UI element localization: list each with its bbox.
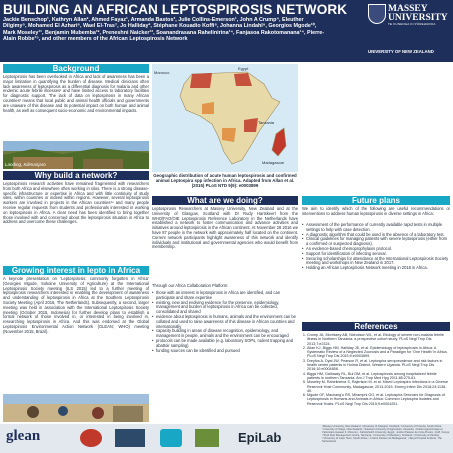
partner-logo	[80, 429, 102, 447]
what-subheading: Through our Africa Collaboration Platform:	[152, 283, 229, 288]
affiliations-footnote: ¹Massey University, New Zealand; ²University of Glasgow, Scotland; ³University of Pretoria, South Africa; ⁴University of Otago, New Zealand; ⁵Sokoine University of Agriculture, Tanzania; ⁶Institut Agronomique et Vétérinaire Hassan II, Morocco; ⁷Kafrelsheikh University, Egypt; ⁸Institut Pasteur de Côte d'Ivoire; ⁹ILRI, Kenya; ¹⁰SUA Pest Management Centre, Tanzania; ¹¹University of Aberdeen, Scotland; ¹²University of Zambia; ¹³University of Cape Town, South Africa; ¹⁴Institut Pasteur de Madagascar; ¹⁵Royal Tropical Institute, The Netherlands	[322, 425, 450, 443]
glean-logo: glean	[6, 428, 41, 444]
map-label-tanzania: Tanzania	[258, 120, 275, 125]
list-item: • Holding an African Leptospirosis Network meeting in 2018 in Africa.	[302, 266, 450, 271]
crest-icon	[368, 4, 386, 24]
what-bullets	[152, 291, 298, 353]
references-heading: References	[302, 322, 450, 331]
landscape-photo	[3, 141, 149, 169]
list-item: • protocols can be made available (e.g. laboratory SOPs, rodent trapping and abattoir sampling)	[152, 339, 298, 349]
list-item: • A diagnostic algorithm that could be used in the absence of a laboratory test.	[302, 233, 450, 238]
list-item: • Support for identification of infecting serovar.	[302, 252, 450, 257]
future-intro: We aim to identify which of the following are useful recommendations or interventions to address human leptospirosis in diverse settings in Africa:	[302, 206, 450, 216]
background-heading: Background	[3, 64, 149, 73]
what-heading: What are we doing?	[152, 196, 298, 205]
reference-item: 3. Dreyfus A, Dyal JW, Pearson R, et al. Leptospira seroprevalence and risk factors in health centre patients in Hoima District, Western Uganda. PLoS Negl Trop Dis 2016;10:e0004858.	[307, 359, 450, 372]
reference-item: 6. Mgode GF, Machang'u RS, Mhamphi GG, et al. Leptospira Serovars for Diagnosis of Leptospirosis in Humans and Animals in Africa: Common Leptospira Isolates and Reservoir Hosts. PLoS Negl Trop Dis 2015;9:e0004251.	[307, 393, 450, 406]
map-label-madagascar: Madagascar	[262, 160, 285, 165]
reference-item: 5. Moseley M, Rahelinirina S, Rajerison M, et al. Mixed Leptospira Infections in a Diverse Reservoir Host Community, Madagascar, 2013-2015. Emerg Infect Dis 2018;24:1138-40.	[307, 380, 450, 393]
photo-caption: Landing, Kilimanjaro	[5, 162, 46, 167]
partner-logo	[115, 429, 145, 447]
list-item: • those with an interest in leptospirosis in Africa are identified, and can participate and share expertise	[152, 291, 298, 301]
what-text: Leptospirosis Researchers at Massey University, New Zealand and at the University of Glasgow, Scotland with Dr Rudy Hartskeerl from the WHO/FAO/OIE Leptospirosis Reference Laboratory in the Netherlands have established a network to foster communication and advance activities and initiatives around leptospirosis in the African continent. At November 28 2016 we have 87 people in the network with approximately half located on the continent. Current network participants highlight awareness of this network and identify individuals and institutional and governmental agencies who would benefit from membership.	[152, 206, 298, 250]
growing-heading: Growing interest in lepto in Africa	[3, 266, 149, 275]
author-list: Jackie Benschop¹, Kathryn Allan², Ahmed Fayaz¹, Armanda Bastos³, Julie Collins-Emerson¹, John A Crump⁴, Eleuther Dilgimy⁵, Mohamed El Azhari⁶, Wael El-Tras⁷, Jo Halliday², Stéphane Kouadio Koffi⁸, Johanna Lindahl⁹, Georgios Mgode¹⁰, Mark Moseley¹¹, Benjamin Mubemba¹², Preneshni Naicker¹³, Soanandrasana Rahelinirina¹⁴, Fanjasoa Rakotomanana¹⁴, Pierre-Alain Robbe¹⁵, and other members of the African Leptospirosis Network	[3, 17, 325, 42]
future-bullets	[302, 223, 450, 271]
africa-map	[152, 64, 298, 172]
list-item: • funding sources can be identified and pursued	[152, 349, 298, 354]
partner-logo	[195, 429, 219, 447]
map-label-egypt: Egypt	[238, 66, 249, 71]
background-text: Leptospirosis has been overlooked in Africa and lack of awareness has been a major limitation in quantifying the burden of disease. Medical clinicians often lack awareness of leptospirosis as a differential diagnosis for malaria and other endemic acute febrile illnesses¹ and have limited access to laboratory facilities for diagnostic support. The lack of data on leptospirosis in many African countries² means that local public and animal health officials and governments are unaware of this disease and its potential impact on both human and animal health, as well as consequent socio-economic and environmental impacts.	[3, 74, 149, 113]
reference-list	[302, 333, 450, 406]
reference-item: 2. Allan KJ, Biggs HM, Halliday JE, et al. Epidemiology of leptospirosis in Africa: A Systematic Review of a Neglected Zoonosis and a Paradigm for 'One Health' in Africa. PLoS Negl Trop Dis 2015;9:e0003899.	[307, 346, 450, 359]
map-caption: Geographic distribution of acute human leptospirosis and confirmed animal Leptospira spp infection in Africa. Adapted from Allan et al. (2015) PLoS NTD 9(9): e0003899	[153, 173, 297, 188]
future-heading: Future plans	[302, 196, 450, 205]
list-item: • existing, new and evolving evidence for the presence, epidemiology, management and burden of leptospirosis in Africa can be collected, consolidated and shared	[152, 301, 298, 315]
list-item: • Assessment of the performance of currently available rapid tests in multiple settings to help with case detection.	[302, 223, 450, 233]
map-label-morocco: Morocco	[154, 70, 170, 75]
list-item: • Clinical guidelines for managing patients with severe leptospirosis (either from a confirmed or suspected diagnosis).	[302, 237, 450, 247]
why-heading: Why build a network?	[3, 171, 149, 180]
epilab-logo: EpiLab	[238, 430, 282, 445]
massey-logo	[368, 2, 448, 58]
field-photo	[3, 394, 149, 422]
list-item: • Securing scholarships for attendance at the International Leptospirosis Society meeting and workshops in New Zealand in 2017.	[302, 257, 450, 267]
university-name: MASSEY UNIVERSITY	[388, 4, 448, 23]
reference-item: 4. Biggs HM, Galloway RL, Bui DM, et al. Leptospirosis among hospitalized febrile patients in northern Tanzania. Am J Trop Med Hyg 2011;85:275-81.	[307, 372, 450, 381]
why-text: Leptospirosis research activities have remained fragmented with researchers from both Africa and elsewhere often working in silos. There is a strong disease-specific infrastructure or expertise in Africa and with little continuity of study sites, within countries or indeed within regions. However, several leptospirosis workers are involved in projects in the African countries³⁴ and many people receive regular requests from students and professionals interested in working on leptospirosis in Africa. A clear need has been identified to bring together those involved with and concerned about the leptospirosis situation in Africa to address and overcome these challenges.	[3, 181, 149, 225]
university-subtitle: TE KUNENGA KI PŪREHUROA	[388, 22, 436, 26]
poster-title: BUILDING AN AFRICAN LEPTOSPIROSIS NETWORK	[3, 2, 348, 17]
reference-item: 1. Crump JA, Morrissey AB, Nicholson WL, et al. Etiology of severe non-malaria febrile illness in Northern Tanzania: a prospective cohort study. PLoS Negl Trop Dis 2013;7:e2324.	[307, 333, 450, 346]
list-item: • An evidence-based chemoprophylaxis protocol.	[302, 247, 450, 252]
university-tagline: UNIVERSITY OF NEW ZEALAND	[368, 49, 434, 54]
partner-logo	[160, 429, 182, 447]
growing-text: A keynote presentation on ‘Leptospirosis: commonly forgotten in Africa’ (Georgies Mgode, Sokoine University of Agriculture) at the International Leptospirosis Society meeting (ILS 2015) led to a further meeting of leptospirosis researchers interested in enabling the development of awareness and understanding of leptospirosis in Africa at the Southern Leptospirosis Society Meeting (April 2016, The Netherlands). Subsequently, a second, larger meeting was held in association with the International Leptospirosis Society meeting (October 2015, Indonesia) for further develop plans to establish a formal network of those involved in, or interested in being involved in, researching leptospirosis in Africa. And this was endorsed at the Global Leptospirosis Environmental Action Network (GLEAN; WHO) meeting (November 2015, Brazil).	[3, 276, 149, 334]
poster-header	[0, 0, 453, 62]
list-item: • evidence about leptospirosis in humans, animals and the environment can be collated and used to raise awareness of this disease in African countries and internationally	[152, 315, 298, 329]
list-item: • capacity building in areas of disease recognition, epidemiology, and management in people, animals and the environment can be encouraged	[152, 329, 298, 339]
